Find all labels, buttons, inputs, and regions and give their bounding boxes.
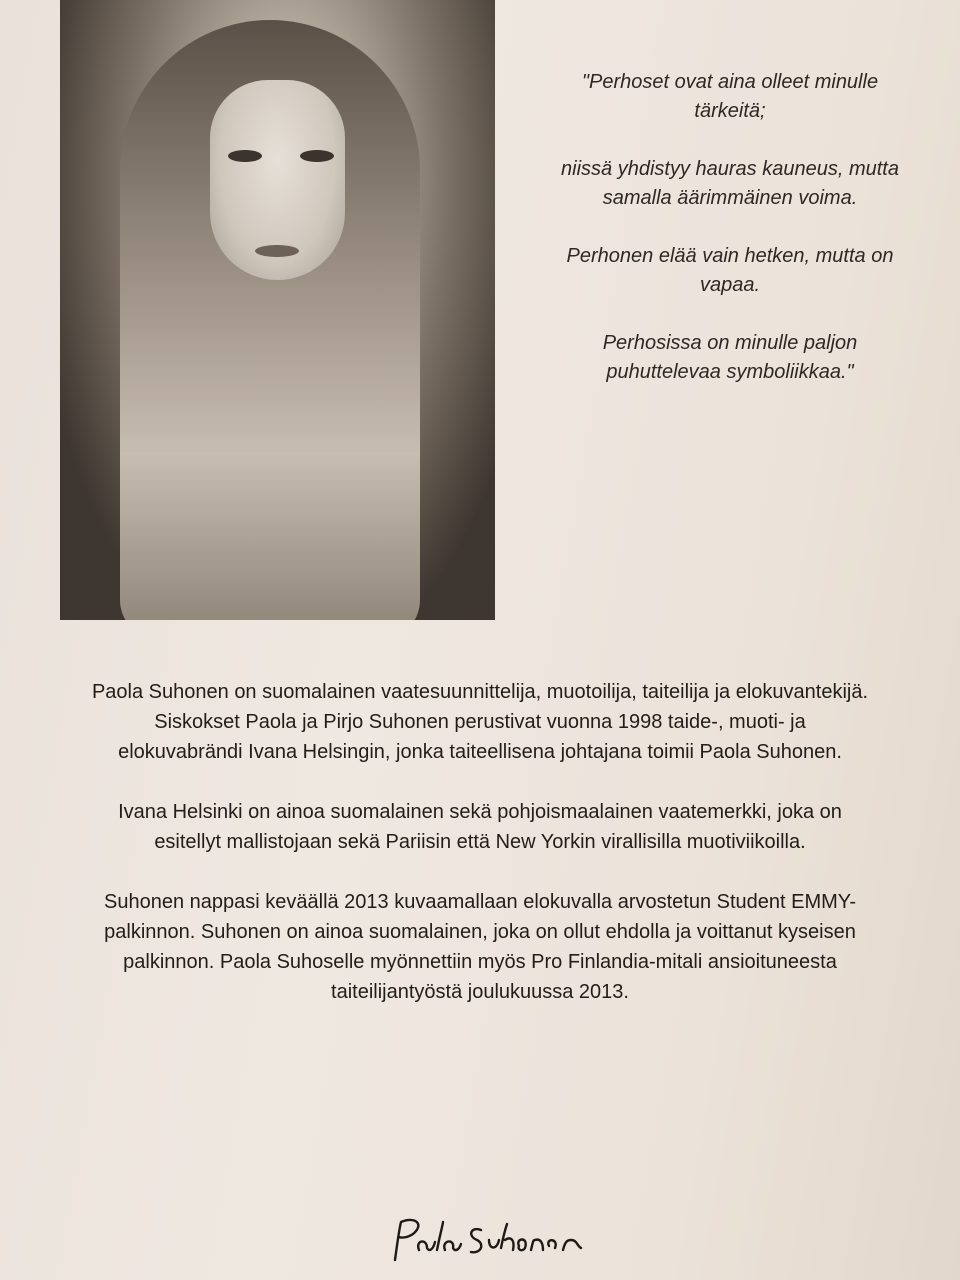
- portrait-photo: [60, 0, 495, 620]
- quote-stanza: Perhonen elää vain hetken, mutta on vapaa.: [566, 245, 894, 296]
- portrait-eye: [228, 150, 262, 162]
- quote-stanza: niissä yhdistyy hauras kauneus, mutta samalla äärimmäinen voima.: [561, 158, 899, 209]
- bio-paragraph: Ivana Helsinki on ainoa suomalainen sekä pohjoismaalainen vaatemerkki, joka on esitellyt mallistojaan sekä Pariisin että New Yorkin virallisilla muotiviikoilla.: [118, 801, 842, 853]
- bio-paragraph: Suhonen nappasi keväällä 2013 kuvaamallaan elokuvalla arvostetun Student EMMY-palkinnon. Suhonen on ainoa suomalainen, joka on ollut ehdolla ja voittanut kyseisen palkinnon. Paola Suhoselle myönnettiin myös Pro Finlandia-mitali ansioituneesta taiteilijantyöstä joulukuussa 2013.: [104, 891, 856, 1003]
- quote-stanza: Perhosissa on minulle paljon puhuttelevaa symboliikkaa.": [602, 332, 858, 383]
- signature: [385, 1210, 595, 1270]
- bio-paragraph: Paola Suhonen on suomalainen vaatesuunnittelija, muotoilija, taiteilija ja elokuvantekijä. Siskokset Paola ja Pirjo Suhonen perustivat vuonna 1998 taide-, muoti- ja elokuvabrändi Ivana Helsingin, jonka taiteellisena johtajana toimii Paola Suhonen.: [91, 681, 869, 763]
- portrait-eye: [300, 150, 334, 162]
- biography: [90, 677, 870, 1037]
- quote-block: [560, 68, 900, 416]
- quote-stanza: "Perhoset ovat aina olleet minulle tärkeitä;: [581, 71, 879, 122]
- portrait-lips: [255, 245, 299, 257]
